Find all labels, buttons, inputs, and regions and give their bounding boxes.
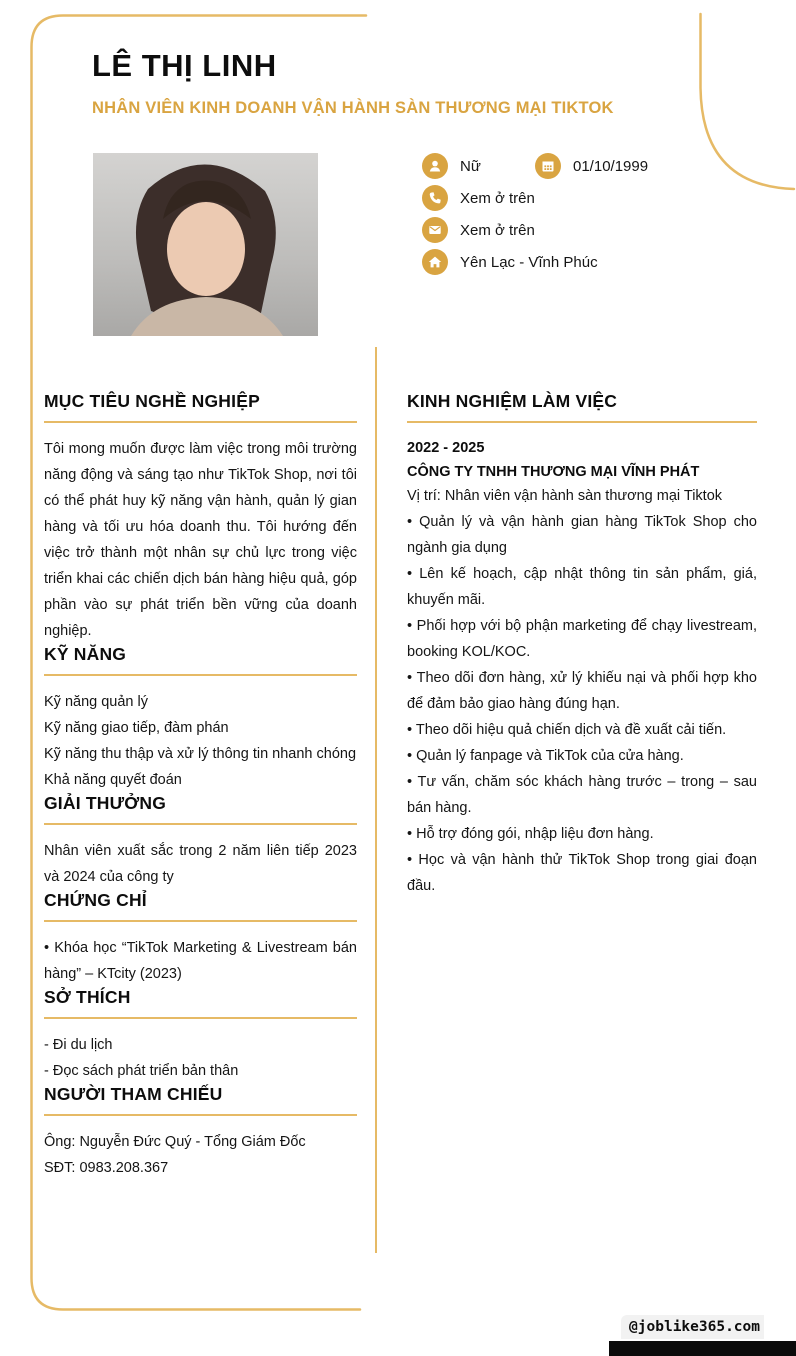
calendar-icon xyxy=(535,153,561,179)
hobby-item: - Đọc sách phát triển bản thân xyxy=(44,1063,239,1079)
contact-row-gender-dob xyxy=(422,153,767,179)
certificates-heading: CHỨNG CHỈ xyxy=(44,890,357,922)
right-column xyxy=(407,391,757,899)
envelope-icon xyxy=(422,217,448,243)
phone-value: Xem ở trên xyxy=(460,189,535,207)
hobbies-heading: SỞ THÍCH xyxy=(44,987,357,1019)
experience-bullet: • Học và vận hành thử TikTok Shop trong giai đoạn đầu. xyxy=(407,852,757,894)
watermark-chip xyxy=(621,1315,764,1339)
contact-gender xyxy=(422,153,535,179)
experience-position: Vị trí: Nhân viên vận hành sàn thương mại Tiktok xyxy=(407,488,723,504)
email-value: Xem ở trên xyxy=(460,221,535,239)
skills-heading: KỸ NĂNG xyxy=(44,644,357,676)
gender-value: Nữ xyxy=(460,157,481,175)
contact-row-address xyxy=(422,249,767,275)
contact-info xyxy=(422,153,767,281)
experience-period: 2022 - 2025 xyxy=(407,440,485,456)
skill-item: Kỹ năng quản lý xyxy=(44,694,148,710)
skill-item: Kỹ năng thu thập và xử lý thông tin nhanh chóng xyxy=(44,746,357,762)
experience-bullet: • Hỗ trợ đóng gói, nhập liệu đơn hàng. xyxy=(407,826,654,842)
person-icon xyxy=(422,153,448,179)
watermark-text: @joblike365.com xyxy=(629,1319,760,1335)
column-divider xyxy=(375,347,377,1253)
objective-text: Tôi mong muốn được làm việc trong môi trường năng động và sáng tạo như TikTok Shop, nơi tôi có thể phát huy kỹ năng vận hành, quản lý gian hàng và tối ưu hóa doanh thu. Tôi hướng đến việc trở thành một nhân sự chủ lực trong việc triển khai các chiến dịch bán hàng hiệu quả, góp phần vào sự phát triển bền vững của doanh nghiệp. xyxy=(44,441,357,639)
experience-heading: KINH NGHIỆM LÀM VIỆC xyxy=(407,391,757,423)
candidate-job-title: NHÂN VIÊN KINH DOANH VẬN HÀNH SÀN THƯƠNG MẠI TIKTOK xyxy=(92,99,614,117)
contact-row-email xyxy=(422,217,767,243)
skill-item: Khả năng quyết đoán xyxy=(44,772,182,788)
certificates-text: • Khóa học “TikTok Marketing & Livestream bán hàng” – KTcity (2023) xyxy=(44,940,357,982)
address-value: Yên Lạc - Vĩnh Phúc xyxy=(460,253,598,271)
experience-bullet: • Quản lý và vận hành gian hàng TikTok Shop cho ngành gia dụng xyxy=(407,514,757,556)
section-certificates xyxy=(44,890,357,987)
section-awards xyxy=(44,793,357,890)
experience-bullet: • Phối hợp với bộ phận marketing để chạy livestream, booking KOL/KOC. xyxy=(407,618,757,660)
experience-bullet: • Theo dõi hiệu quả chiến dịch và đề xuất cải tiến. xyxy=(407,722,727,738)
profile-photo xyxy=(93,153,318,336)
skill-item: Kỹ năng giao tiếp, đàm phán xyxy=(44,720,229,736)
section-reference xyxy=(44,1084,357,1181)
awards-text: Nhân viên xuất sắc trong 2 năm liên tiếp 2023 và 2024 của công ty xyxy=(44,843,357,885)
section-skills xyxy=(44,644,357,793)
left-column xyxy=(44,391,357,1181)
section-hobbies xyxy=(44,987,357,1084)
candidate-name: LÊ THỊ LINH xyxy=(92,48,277,83)
hobby-item: - Đi du lịch xyxy=(44,1037,113,1053)
awards-heading: GIẢI THƯỞNG xyxy=(44,793,357,825)
experience-bullet: • Quản lý fanpage và TikTok của cửa hàng. xyxy=(407,748,684,764)
experience-bullet: • Tư vấn, chăm sóc khách hàng trước – trong – sau bán hàng. xyxy=(407,774,757,816)
experience-bullet: • Lên kế hoạch, cập nhật thông tin sản phẩm, giá, khuyến mãi. xyxy=(407,566,757,608)
section-objective xyxy=(44,391,357,644)
objective-heading: MỤC TIÊU NGHỀ NGHIỆP xyxy=(44,391,357,423)
reference-line: Ông: Nguyễn Đức Quý - Tổng Giám Đốc xyxy=(44,1134,306,1150)
contact-dob xyxy=(535,153,648,179)
contact-row-phone xyxy=(422,185,767,211)
reference-line: SĐT: 0983.208.367 xyxy=(44,1160,169,1176)
phone-icon xyxy=(422,185,448,211)
dob-value: 01/10/1999 xyxy=(573,157,649,175)
experience-bullets xyxy=(407,509,757,899)
experience-bullet: • Theo dõi đơn hàng, xử lý khiếu nại và phối hợp kho để đảm bảo giao hàng đúng hạn. xyxy=(407,670,757,712)
footer-bar xyxy=(609,1341,796,1356)
profile-photo-placeholder xyxy=(93,153,318,336)
reference-heading: NGƯỜI THAM CHIẾU xyxy=(44,1084,357,1116)
experience-company: CÔNG TY TNHH THƯƠNG MẠI VĨNH PHÁT xyxy=(407,464,700,480)
section-experience xyxy=(407,391,757,899)
home-icon xyxy=(422,249,448,275)
